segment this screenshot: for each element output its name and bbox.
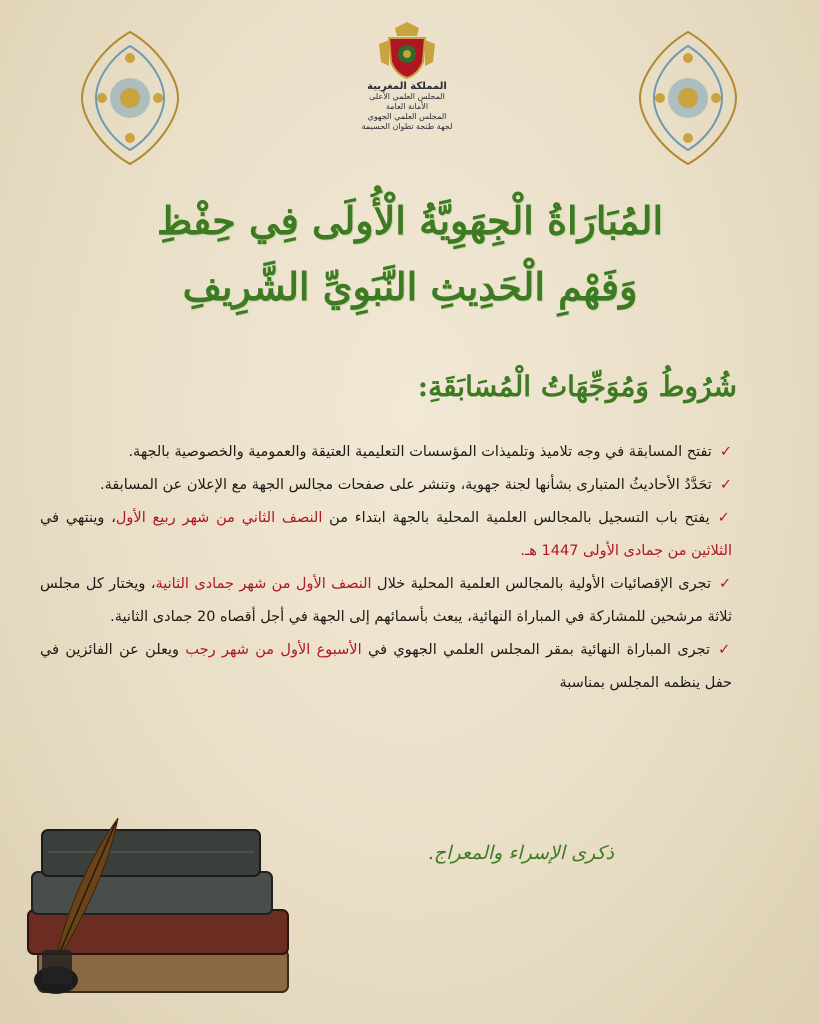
condition-item bbox=[40, 502, 732, 568]
conditions-list bbox=[40, 436, 732, 700]
highlighted-date-text: الأسبوع الأول من شهر رجب bbox=[185, 642, 362, 658]
condition-item bbox=[40, 436, 732, 469]
emblem-council-label: المجلس العلمي الأعلى bbox=[369, 92, 445, 101]
highlighted-date-text: النصف الأول من شهر جمادى الثانية bbox=[155, 576, 372, 592]
closing-occasion: ذكرى الإسراء والمعراج. bbox=[427, 842, 614, 864]
emblem-secretariat-label: الأمانة العامة bbox=[385, 102, 429, 111]
arabesque-ornament-right bbox=[636, 28, 740, 168]
highlighted-date-text: الثلاثين من جمادى الأولى 1447 هـ. bbox=[520, 543, 732, 559]
emblem-region-label: لجهة طنجة تطوان الحسيمة bbox=[361, 122, 453, 131]
condition-text: تفتح المسابقة في وجه تلاميذ وتلميذات المؤسسات التعليمية العتيقة والعمومية والخصوصية بالجهة. bbox=[128, 444, 712, 460]
highlighted-date-text: النصف الثاني من شهر ربيع الأول bbox=[115, 510, 323, 526]
condition-item bbox=[40, 634, 732, 700]
books-quill-illustration bbox=[18, 800, 308, 1005]
condition-text: تجرى المباراة النهائية بمقر المجلس العلمي الجهوي في bbox=[361, 642, 711, 658]
royal-emblem bbox=[352, 22, 462, 154]
condition-text: ويعلن عن الفائزين في حفل ينظمه المجلس بمناسبة bbox=[40, 642, 732, 691]
checkmark-icon: ✓ bbox=[718, 642, 733, 658]
checkmark-icon: ✓ bbox=[719, 576, 732, 592]
checkmark-icon: ✓ bbox=[719, 444, 732, 460]
section-heading: شُرُوطُ وَمُوَجِّهَاتُ الْمُسَابَقَةِ: bbox=[417, 370, 737, 403]
page-title-line-1: المُبَارَاةُ الْجِهَوِيَّةُ الْأُولَى فِي حِفْظِ bbox=[156, 198, 664, 243]
condition-text: يفتح باب التسجيل بالمجالس العلمية المحلية بالجهة ابتداء من bbox=[322, 510, 710, 526]
condition-item bbox=[40, 469, 732, 502]
emblem-kingdom-label: المملكة المغربية bbox=[367, 81, 447, 92]
condition-text: تحَدَّدُ الأحاديثُ المتبارى بشأنها لجنة جهوية، وتنشر على صفحات مجالس الجهة مع الإعلان عن المسابقة. bbox=[99, 477, 712, 493]
checkmark-icon: ✓ bbox=[719, 477, 732, 493]
arabesque-ornament-left bbox=[78, 28, 182, 168]
condition-text: ، وينتهي في bbox=[40, 510, 116, 526]
condition-text: تجرى الإقصائيات الأولية بالمجالس العلمية المحلية خلال bbox=[371, 576, 712, 592]
coat-of-arms-icon bbox=[375, 22, 439, 82]
condition-item bbox=[40, 568, 732, 634]
emblem-regional-council-label: المجلس العلمي الجهوي bbox=[367, 112, 447, 121]
checkmark-icon: ✓ bbox=[717, 510, 732, 526]
condition-text: ، ويختار كل مجلس ثلاثة مرشحين للمشاركة في المباراة النهائية، يبعث بأسمائهم إلى الجهة في أجل أقصاه 20 جمادى الثانية. bbox=[40, 576, 732, 625]
page-title-line-2: وَفَهْمِ الْحَدِيثِ النَّبَوِيِّ الشَّرِيفِ bbox=[182, 264, 638, 309]
